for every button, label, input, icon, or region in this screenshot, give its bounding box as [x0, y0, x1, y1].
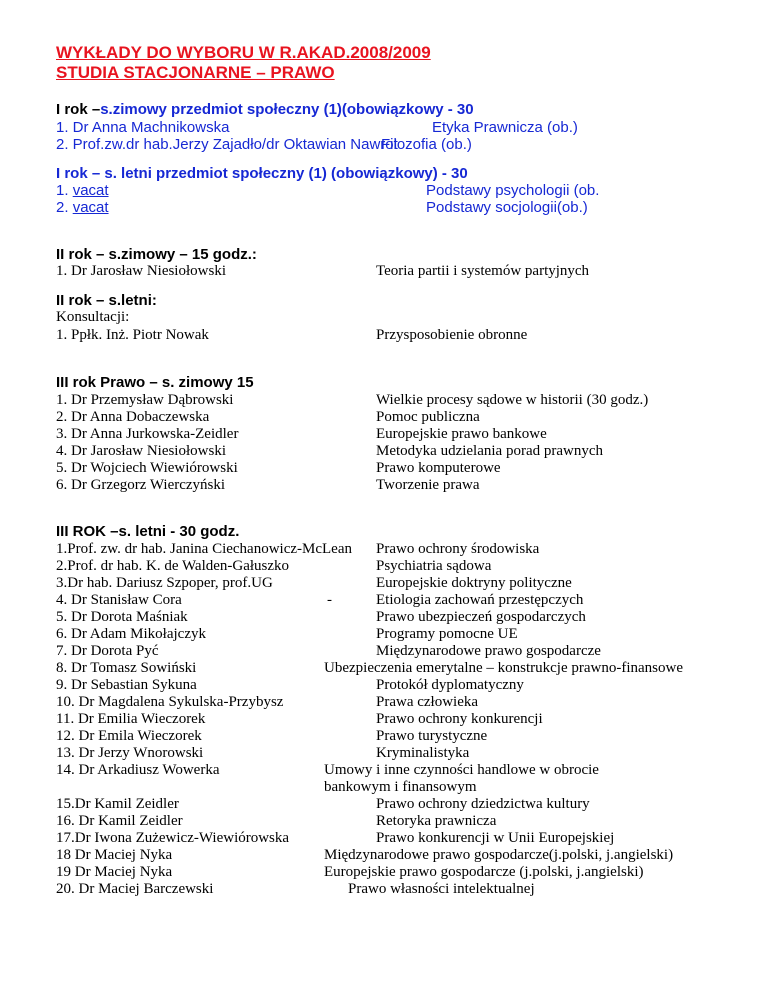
- lecturer-name: 14. Dr Arkadiusz Wowerka: [56, 762, 220, 778]
- subject-name: Prawo ochrony konkurencji: [376, 711, 543, 727]
- subject-name: Europejskie prawo bankowe: [376, 426, 547, 442]
- lecturer-name: 2. Dr Anna Dobaczewska: [56, 409, 210, 425]
- subject-name: Ubezpieczenia emerytalne – konstrukcje prawno-finansowe: [324, 660, 684, 676]
- lecturer-name: 7. Dr Dorota Pyć: [56, 643, 159, 659]
- subject-name: Prawo komputerowe: [376, 460, 501, 476]
- subject-name: Filozofia (ob.): [381, 136, 472, 153]
- page-title-line-1: WYKŁADY DO WYBORU W R.AKAD.2008/2009: [56, 43, 431, 62]
- lecturer-name: 1. Dr Anna Machnikowska: [56, 119, 230, 136]
- lecturer-name: 1. Dr Przemysław Dąbrowski: [56, 392, 234, 408]
- subject-name: Metodyka udzielania porad prawnych: [376, 443, 603, 459]
- section-heading-third-year-winter: III rok Prawo – s. zimowy 15: [56, 374, 254, 391]
- lecturer-name: 15.Dr Kamil Zeidler: [56, 796, 179, 812]
- heading-rest: s.zimowy przedmiot społeczny (1)(obowiązkowy - 30: [100, 101, 474, 118]
- lecturer-name: 1. Dr Jarosław Niesiołowski: [56, 263, 226, 279]
- lecturer-name: 4. Dr Stanisław Cora: [56, 592, 182, 608]
- subject-name: Podstawy socjologii(ob.): [426, 199, 588, 216]
- subject-name: Teoria partii i systemów partyjnych: [376, 263, 590, 279]
- lecturer-name: 5. Dr Dorota Maśniak: [56, 609, 188, 625]
- subject-name: Programy pomocne UE: [376, 626, 518, 642]
- page-title-line-2: STUDIA STACJONARNE – PRAWO: [56, 63, 335, 82]
- vacat-link[interactable]: vacat: [72, 182, 109, 199]
- lecturer-name: 16. Dr Kamil Zeidler: [56, 813, 183, 829]
- lecturer-name: 20. Dr Maciej Barczewski: [56, 881, 214, 897]
- subject-name: Protokół dyplomatyczny: [376, 677, 524, 693]
- lecturer-name: 19 Dr Maciej Nyka: [56, 864, 173, 880]
- lecturer-row: [56, 199, 109, 217]
- subject-name: Etyka Prawnicza (ob.): [432, 119, 578, 136]
- subject-name: Międzynarodowe prawo gospodarcze(j.polski, j.angielski): [324, 847, 674, 863]
- section-heading-third-year-summer: III ROK –s. letni - 30 godz.: [56, 523, 240, 540]
- subject-name: Podstawy psychologii (ob.: [426, 182, 600, 199]
- lecturer-name: 1. Ppłk. Inż. Piotr Nowak: [56, 327, 209, 343]
- subject-name: Prawo ochrony środowiska: [376, 541, 540, 557]
- subject-name: Pomoc publiczna: [376, 409, 480, 425]
- dash-marker: -: [327, 592, 332, 608]
- subject-name: Prawo ochrony dziedzictwa kultury: [376, 796, 590, 812]
- row-number: 1.: [56, 182, 73, 199]
- section-heading-second-year-winter: II rok – s.zimowy – 15 godz.:: [56, 246, 257, 263]
- section-heading-second-year-summer: II rok – s.letni:: [56, 292, 157, 309]
- subject-name: Tworzenie prawa: [376, 477, 480, 493]
- lecturer-row: [56, 182, 109, 200]
- row-number: 2.: [56, 199, 73, 216]
- subject-name: Kryminalistyka: [376, 745, 470, 761]
- subject-name-continued: bankowym i finansowym: [324, 779, 477, 795]
- subject-name: Retoryka prawnicza: [376, 813, 497, 829]
- vacat-link[interactable]: vacat: [72, 199, 109, 216]
- subject-name: Europejskie doktryny polityczne: [376, 575, 572, 591]
- lecturer-name: 13. Dr Jerzy Wnorowski: [56, 745, 204, 761]
- lecturer-name: 6. Dr Adam Mikołajczyk: [56, 626, 206, 642]
- lecturer-name: 11. Dr Emilia Wieczorek: [56, 711, 206, 727]
- section-heading-first-year-summer: I rok – s. letni przedmiot społeczny (1) (obowiązkowy) - 30: [56, 165, 468, 182]
- subject-name: Prawo własności intelektualnej: [348, 881, 535, 897]
- section-note: Konsultacji:: [56, 309, 130, 325]
- lecturer-name: 5. Dr Wojciech Wiewiórowski: [56, 460, 238, 476]
- lecturer-name: 4. Dr Jarosław Niesiołowski: [56, 443, 226, 459]
- subject-name: Europejskie prawo gospodarcze (j.polski, j.angielski): [324, 864, 644, 880]
- lecturer-name: 3.Dr hab. Dariusz Szpoper, prof.UG: [56, 575, 273, 591]
- section-heading-first-year-winter: [56, 101, 474, 119]
- subject-name: Prawo ubezpieczeń gospodarczych: [376, 609, 586, 625]
- lecturer-name: 3. Dr Anna Jurkowska-Zeidler: [56, 426, 239, 442]
- heading-prefix: I rok –: [56, 101, 101, 118]
- lecturer-name: 1.Prof. zw. dr hab. Janina Ciechanowicz-McLean: [56, 541, 353, 557]
- subject-name: Wielkie procesy sądowe w historii (30 godz.): [376, 392, 649, 408]
- lecturer-name: 2. Prof.zw.dr hab.Jerzy Zajadło/dr Oktawian Nawrot: [56, 136, 398, 153]
- subject-name: Prawo konkurencji w Unii Europejskiej: [376, 830, 615, 846]
- subject-name: Psychiatria sądowa: [376, 558, 492, 574]
- lecturer-name: 9. Dr Sebastian Sykuna: [56, 677, 197, 693]
- lecturer-name: 8. Dr Tomasz Sowiński: [56, 660, 197, 676]
- lecturer-name: 18 Dr Maciej Nyka: [56, 847, 173, 863]
- subject-name: Prawa człowieka: [376, 694, 479, 710]
- subject-name: Etiologia zachowań przestępczych: [376, 592, 584, 608]
- lecturer-name: 12. Dr Emila Wieczorek: [56, 728, 202, 744]
- lecturer-name: 17.Dr Iwona Zużewicz-Wiewiórowska: [56, 830, 290, 846]
- subject-name: Międzynarodowe prawo gospodarcze: [376, 643, 601, 659]
- subject-name: Prawo turystyczne: [376, 728, 488, 744]
- lecturer-name: 2.Prof. dr hab. K. de Walden-Gałuszko: [56, 558, 290, 574]
- subject-name: Przysposobienie obronne: [376, 327, 528, 343]
- subject-name: Umowy i inne czynności handlowe w obrocie: [324, 762, 599, 778]
- lecturer-name: 6. Dr Grzegorz Wierczyński: [56, 477, 226, 493]
- lecturer-name: 10. Dr Magdalena Sykulska-Przybysz: [56, 694, 284, 710]
